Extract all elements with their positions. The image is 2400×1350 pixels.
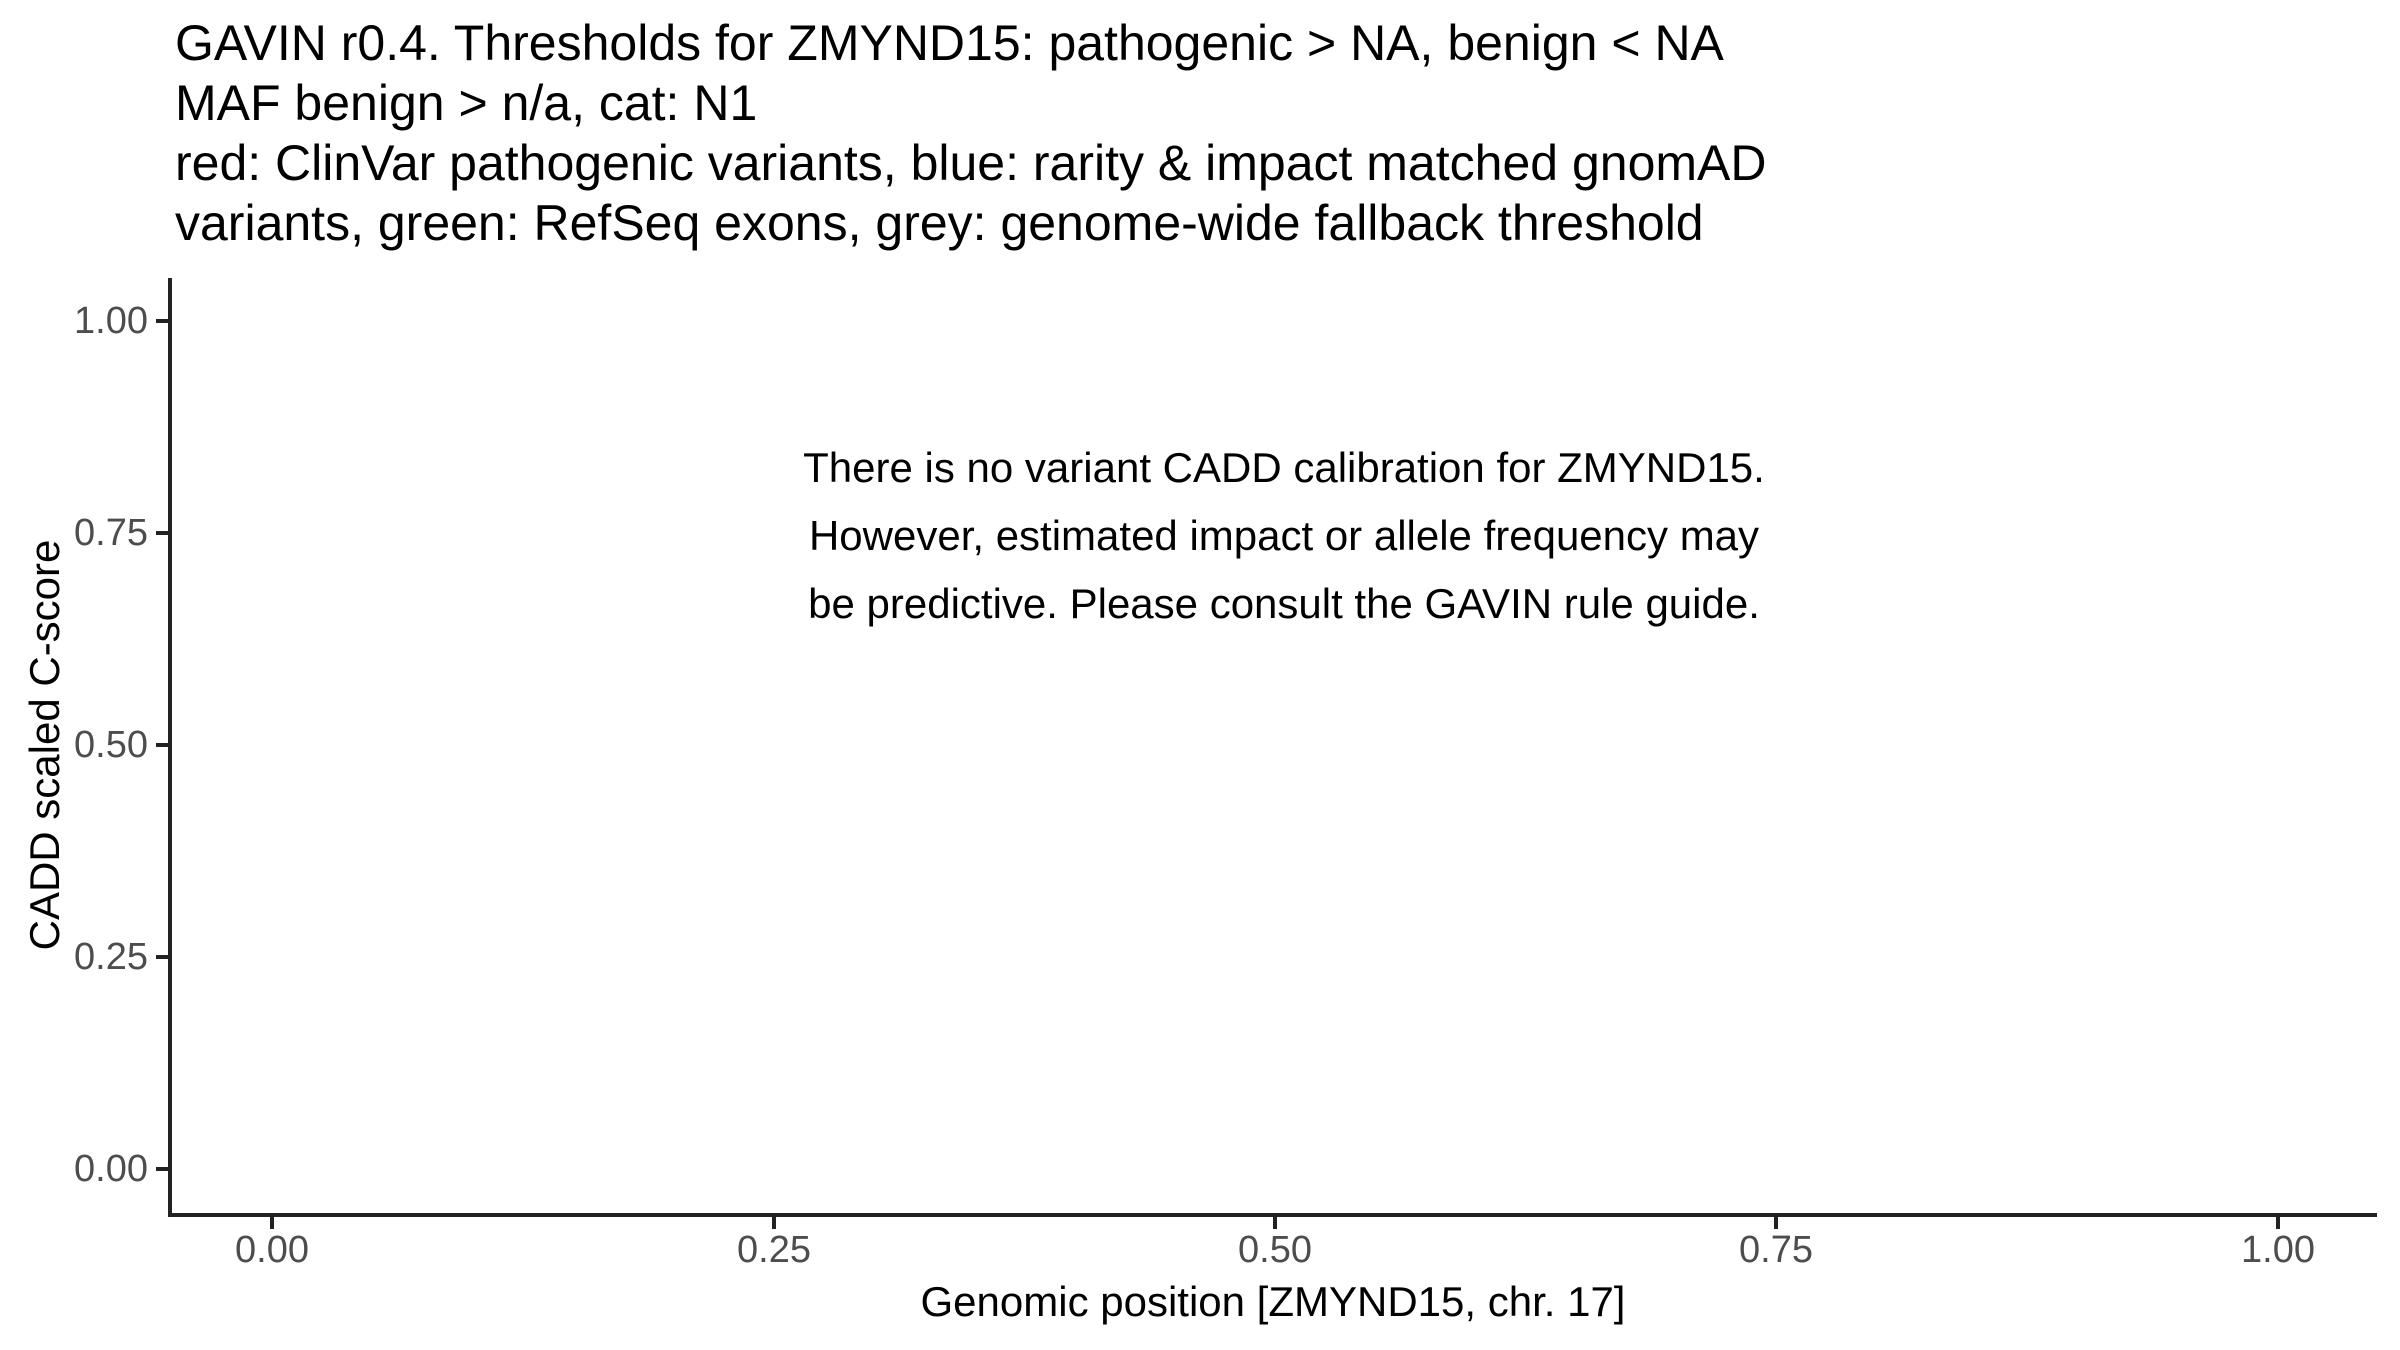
plot-title-line-1: GAVIN r0.4. Thresholds for ZMYND15: pathogenic > NA, benign < NA	[175, 15, 1724, 71]
annotation-text	[803, 434, 1765, 638]
y-tick-label: 0.25	[74, 936, 148, 978]
plot-title-line-2: MAF benign > n/a, cat: N1	[175, 75, 758, 131]
x-tick-label: 0.25	[737, 1229, 811, 1271]
y-tick-label: 1.00	[74, 300, 148, 342]
x-tick-label: 0.50	[1238, 1229, 1312, 1271]
y-axis-line	[168, 278, 172, 1217]
x-tick-mark	[270, 1217, 274, 1229]
plot-title	[175, 13, 1766, 253]
y-tick-mark	[156, 1167, 168, 1171]
annotation-line-2: However, estimated impact or allele frequency may	[808, 512, 1760, 559]
plot-title-line-4: variants, green: RefSeq exons, grey: genome-wide fallback threshold	[175, 195, 1704, 251]
x-tick-mark	[1273, 1217, 1277, 1229]
y-tick-mark	[156, 319, 168, 323]
y-tick-label: 0.50	[74, 724, 148, 766]
x-axis-title: Genomic position [ZMYND15, chr. 17]	[920, 1278, 1626, 1325]
x-tick-label: 0.00	[235, 1229, 309, 1271]
x-tick-label: 0.75	[1739, 1229, 1813, 1271]
y-axis-title: CADD scaled C-score	[21, 539, 68, 951]
x-tick-label: 1.00	[2241, 1229, 2315, 1271]
plot-title-line-3: red: ClinVar pathogenic variants, blue: rarity & impact matched gnomAD	[175, 135, 1767, 191]
y-tick-label: 0.75	[74, 512, 148, 554]
y-tick-mark	[156, 955, 168, 959]
x-tick-mark	[772, 1217, 776, 1229]
y-tick-label: 0.00	[74, 1148, 148, 1190]
y-tick-mark	[156, 743, 168, 747]
x-tick-mark	[1774, 1217, 1778, 1229]
y-tick-mark	[156, 531, 168, 535]
annotation-line-3: be predictive. Please consult the GAVIN rule guide.	[808, 580, 1760, 627]
annotation-line-1: There is no variant CADD calibration for ZMYND15.	[803, 444, 1765, 491]
x-tick-mark	[2276, 1217, 2280, 1229]
